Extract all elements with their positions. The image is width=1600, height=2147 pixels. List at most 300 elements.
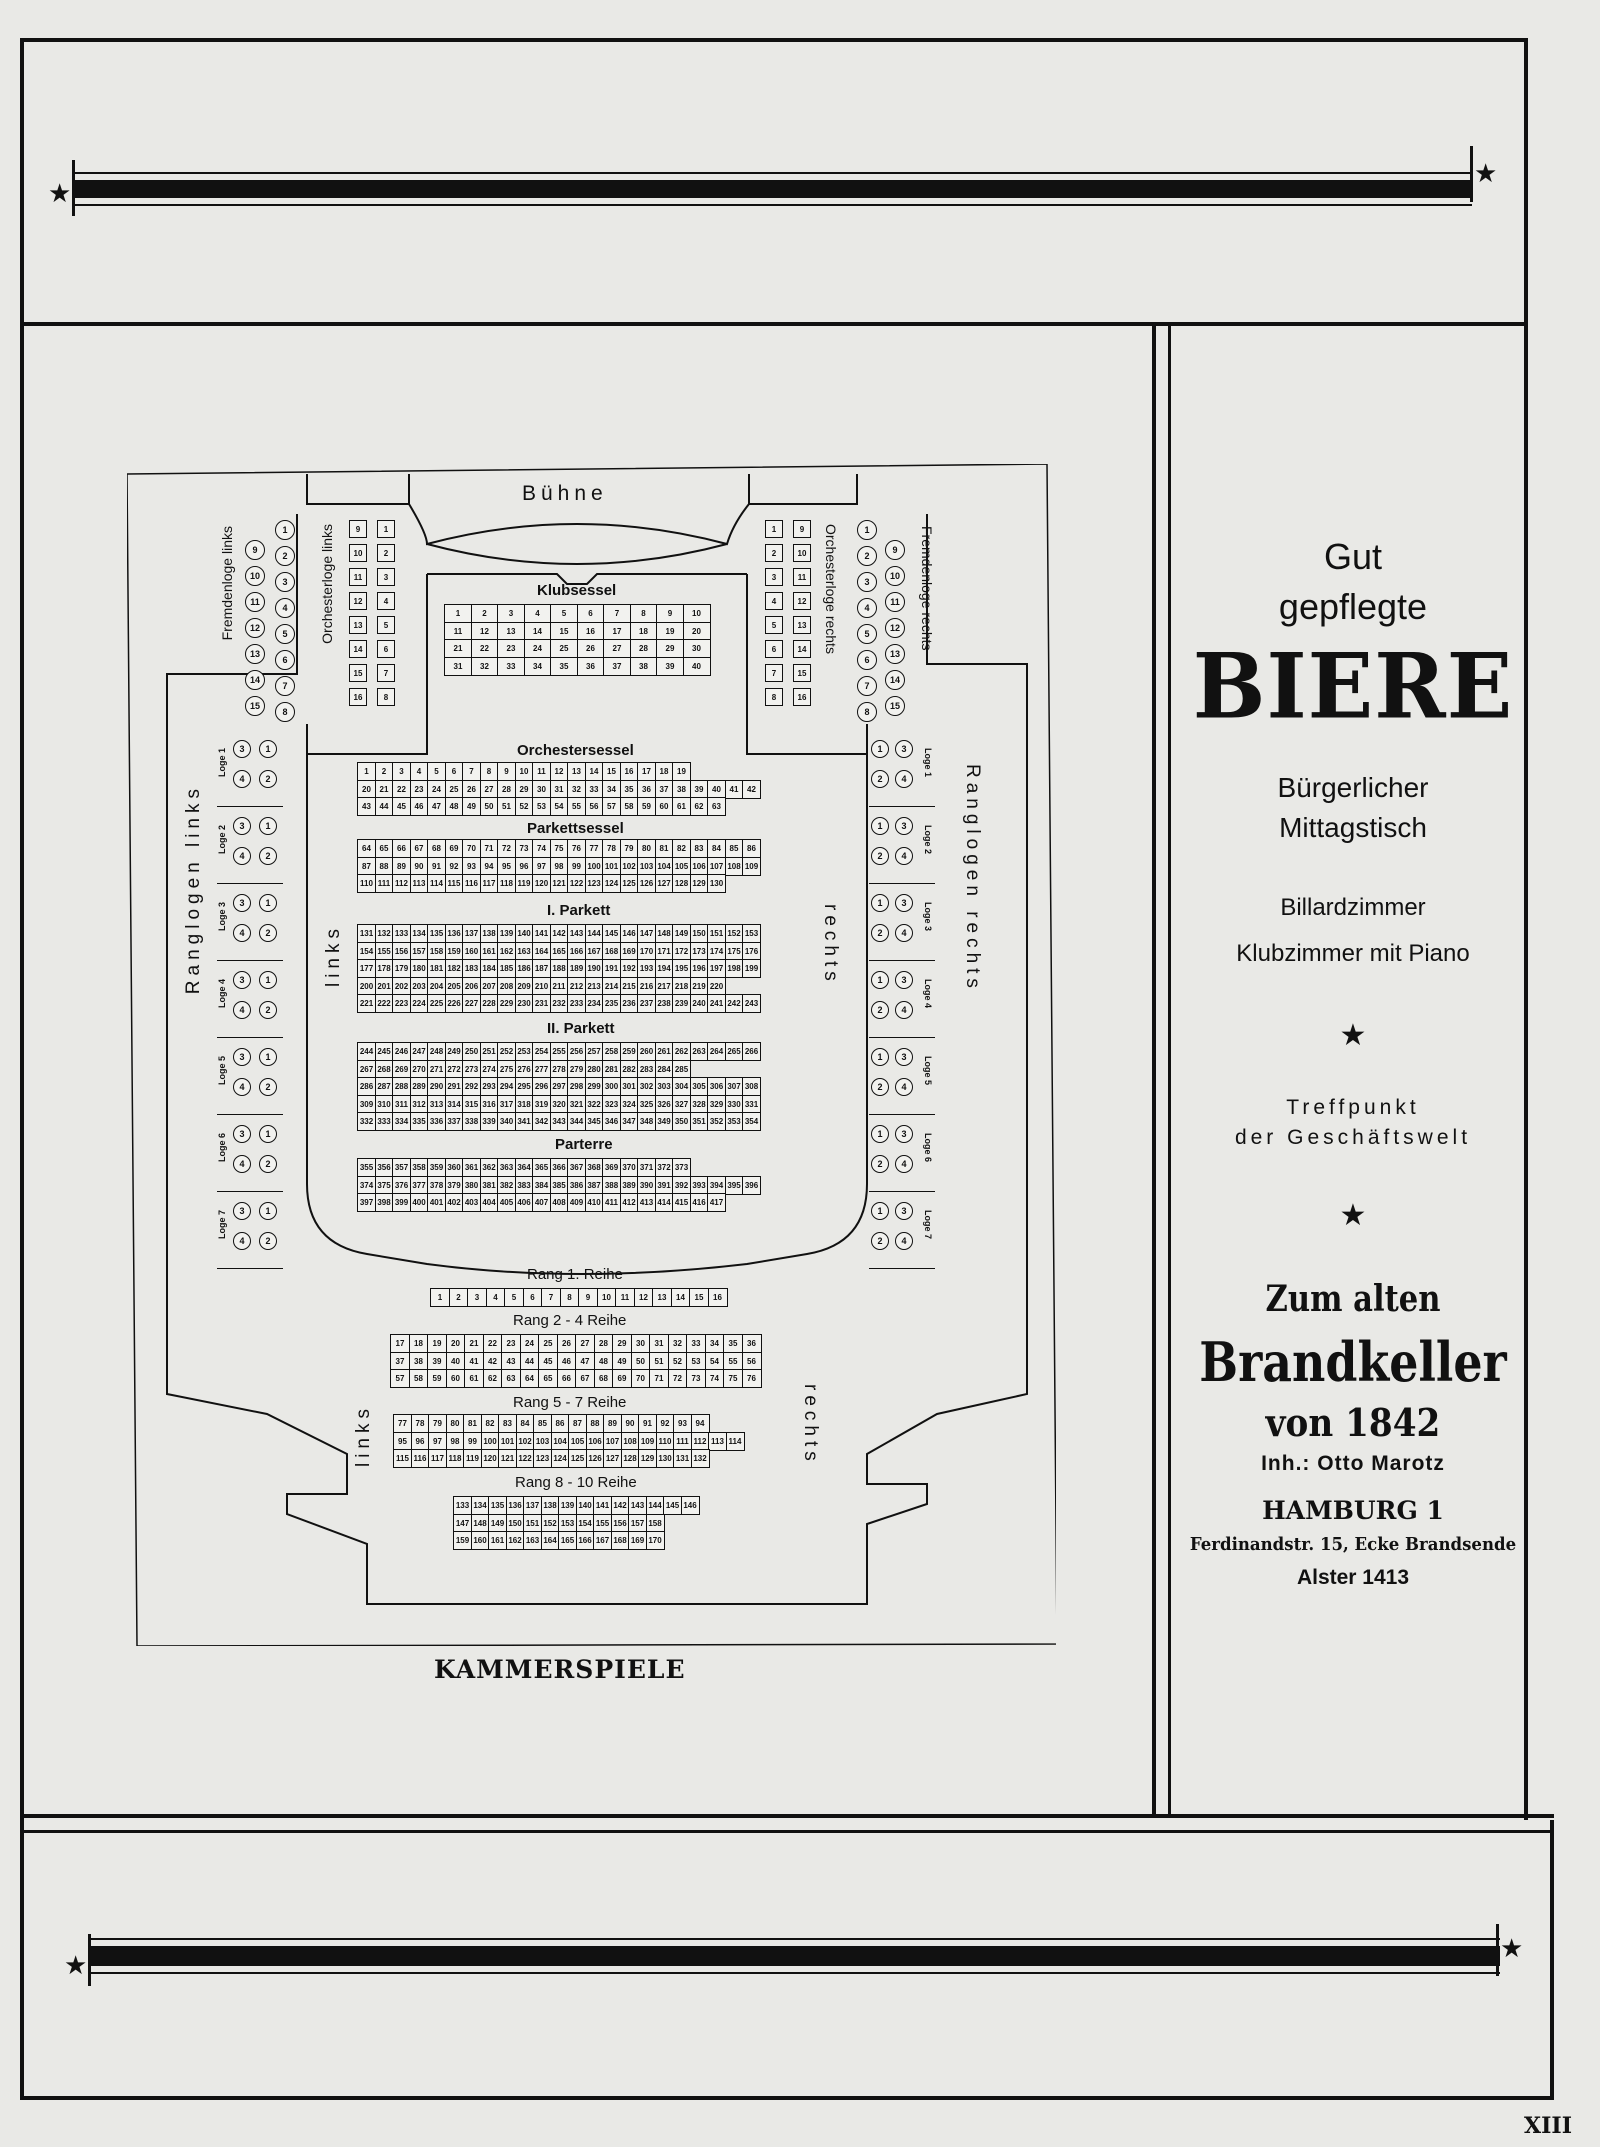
- seat: 69: [445, 839, 464, 858]
- seat: 289: [410, 1077, 429, 1096]
- seat: 326: [655, 1095, 674, 1114]
- seat: 113: [410, 874, 429, 893]
- loge-seat: 3: [233, 971, 251, 989]
- seat: 265: [725, 1042, 744, 1061]
- seat: 123: [585, 874, 604, 893]
- seat: 53: [686, 1352, 706, 1371]
- ranglogen-box: [217, 1196, 283, 1269]
- seat: 373: [672, 1158, 691, 1177]
- seat: 226: [445, 994, 464, 1013]
- seat: 16: [620, 762, 639, 781]
- seat-row: [357, 874, 760, 893]
- rang8-block: [453, 1496, 698, 1549]
- seat: 203: [410, 977, 429, 996]
- seat: 312: [410, 1095, 429, 1114]
- ad-owner: Inh.: Otto Marotz: [1261, 1452, 1445, 1475]
- seat: 112: [691, 1432, 710, 1451]
- label-orchesterloge-rechts: Orchesterloge rechts: [823, 524, 839, 654]
- seat: 116: [462, 874, 481, 893]
- loge-seat-column: [259, 1048, 277, 1108]
- seat: 142: [550, 924, 569, 943]
- seat: 202: [392, 977, 411, 996]
- seat: 380: [462, 1176, 481, 1195]
- seat: 100: [585, 857, 604, 876]
- seat: 261: [655, 1042, 674, 1061]
- seat: 389: [620, 1176, 639, 1195]
- seat: 31: [444, 657, 472, 676]
- outer-frame-top: [20, 38, 1528, 42]
- ad-line-gut: Gut: [1323, 536, 1383, 577]
- seat: 183: [462, 959, 481, 978]
- seat: 34: [524, 657, 552, 676]
- seat: 415: [672, 1193, 691, 1212]
- loge-seat-column: [871, 971, 889, 1031]
- label-parkett-links: links: [323, 924, 344, 988]
- seat: 270: [410, 1060, 429, 1079]
- seat: 24: [427, 780, 446, 799]
- loge-seat: 12: [793, 592, 811, 610]
- seat: 239: [672, 994, 691, 1013]
- loge-seat: 1: [259, 1202, 277, 1220]
- seat: 19: [656, 622, 684, 641]
- seat: 334: [392, 1112, 411, 1131]
- seat: 240: [690, 994, 709, 1013]
- seat: 267: [357, 1060, 376, 1079]
- seat-row: [357, 1060, 760, 1079]
- loge-seat: 1: [871, 971, 889, 989]
- banner-end: [1470, 146, 1473, 202]
- loge-seat: 3: [233, 1125, 251, 1143]
- seat: 109: [638, 1432, 657, 1451]
- loge-label: Loge 5: [217, 1056, 227, 1086]
- section-divider: [20, 1814, 1554, 1818]
- seat-row: [357, 977, 760, 996]
- seat: 152: [725, 924, 744, 943]
- seat: 11: [444, 622, 472, 641]
- seat: 41: [725, 780, 744, 799]
- seat: 154: [576, 1514, 595, 1533]
- seat: 39: [690, 780, 709, 799]
- seat: 85: [725, 839, 744, 858]
- seat: 352: [707, 1112, 726, 1131]
- seat: 256: [567, 1042, 586, 1061]
- seat: 129: [690, 874, 709, 893]
- seat: 151: [707, 924, 726, 943]
- loge-seat: 2: [275, 546, 295, 566]
- ad-phone: Alster 1413: [1296, 1566, 1410, 1589]
- seat: 7: [603, 604, 631, 623]
- seat: 243: [742, 994, 761, 1013]
- seat: 172: [672, 942, 691, 961]
- outer-frame-right-lower: [1550, 1820, 1554, 2100]
- seat: 106: [586, 1432, 605, 1451]
- label-fremdenloge-links: Fremdenloge links: [219, 526, 235, 641]
- seat: 192: [620, 959, 639, 978]
- seat: 347: [620, 1112, 639, 1131]
- loge-label: Loge 1: [923, 748, 933, 778]
- loge-seat: 2: [259, 924, 277, 942]
- loge-label: Loge 3: [923, 902, 933, 932]
- seat: 93: [462, 857, 481, 876]
- loge-seat: 14: [885, 670, 905, 690]
- seat: 329: [707, 1095, 726, 1114]
- ranglogen-box: [869, 811, 935, 884]
- star-icon: ★: [1474, 159, 1498, 189]
- seat: 1: [430, 1288, 450, 1307]
- seat: 309: [357, 1095, 376, 1114]
- seat: 275: [497, 1060, 516, 1079]
- ad-tagline-2: der Geschäftswelt: [1234, 1126, 1472, 1149]
- seat: 75: [550, 839, 569, 858]
- seat: 40: [446, 1352, 466, 1371]
- seat: 55: [723, 1352, 743, 1371]
- ranglogen-box: [217, 811, 283, 884]
- seat: 30: [532, 780, 551, 799]
- loge-seat-column: [871, 1125, 889, 1185]
- seat: 22: [483, 1334, 503, 1353]
- loge-seat-column: [233, 1125, 251, 1185]
- seat: 396: [742, 1176, 761, 1195]
- seat: 118: [446, 1449, 465, 1468]
- seat: 314: [445, 1095, 464, 1114]
- seat: 100: [481, 1432, 500, 1451]
- seat: 248: [427, 1042, 446, 1061]
- seat: 6: [523, 1288, 543, 1307]
- seat: 69: [612, 1369, 632, 1388]
- loge-seat: 9: [793, 520, 811, 538]
- seat: 146: [620, 924, 639, 943]
- seat: 281: [602, 1060, 621, 1079]
- seat-row: [453, 1496, 698, 1515]
- seat: 344: [567, 1112, 586, 1131]
- orchester-block: [357, 762, 760, 815]
- seat: 196: [690, 959, 709, 978]
- seat: 136: [506, 1496, 525, 1515]
- seat: 32: [567, 780, 586, 799]
- seat: 137: [523, 1496, 542, 1515]
- seat: 98: [550, 857, 569, 876]
- banner-end: [72, 160, 75, 216]
- loge-seat: 1: [259, 817, 277, 835]
- seat: 341: [515, 1112, 534, 1131]
- loge-seat: 4: [857, 598, 877, 618]
- ranglogen-box: [217, 965, 283, 1038]
- loge-seat-column: [233, 740, 251, 800]
- seat: 93: [673, 1414, 692, 1433]
- seat: 75: [723, 1369, 743, 1388]
- loge-seat: 13: [349, 616, 367, 634]
- seat: 141: [593, 1496, 612, 1515]
- seat: 191: [602, 959, 621, 978]
- seat: 23: [501, 1334, 521, 1353]
- seat: 29: [515, 780, 534, 799]
- seat: 327: [672, 1095, 691, 1114]
- fremdenloge-rechts-seats: [885, 540, 905, 722]
- seat-row: [390, 1334, 760, 1353]
- seat: 107: [707, 857, 726, 876]
- seat: 332: [357, 1112, 376, 1131]
- seat: 7: [462, 762, 481, 781]
- seat: 286: [357, 1077, 376, 1096]
- seat: 194: [655, 959, 674, 978]
- seat: 27: [480, 780, 499, 799]
- loge-seat: 2: [765, 544, 783, 562]
- loge-seat: 1: [871, 817, 889, 835]
- seat: 358: [410, 1158, 429, 1177]
- loge-seat: 4: [233, 847, 251, 865]
- seat: 301: [620, 1077, 639, 1096]
- seat: 185: [497, 959, 516, 978]
- seat: 53: [532, 797, 551, 816]
- loge-label: Loge 4: [217, 979, 227, 1009]
- seat: 390: [637, 1176, 656, 1195]
- seat: 140: [515, 924, 534, 943]
- seat: 325: [637, 1095, 656, 1114]
- loge-label: Loge 2: [923, 825, 933, 855]
- loge-seat-column: [871, 894, 889, 954]
- loge-seat: 1: [871, 1125, 889, 1143]
- seat: 167: [593, 1531, 612, 1550]
- seat: 67: [410, 839, 429, 858]
- seat: 45: [392, 797, 411, 816]
- seat: 119: [515, 874, 534, 893]
- page-number: XIII: [1524, 2113, 1572, 2139]
- seat: 413: [637, 1193, 656, 1212]
- ranglogen-box: [869, 888, 935, 961]
- seat: 130: [707, 874, 726, 893]
- seat: 127: [655, 874, 674, 893]
- seat: 94: [480, 857, 499, 876]
- seat: 222: [375, 994, 394, 1013]
- seat: 395: [725, 1176, 744, 1195]
- seat: 251: [480, 1042, 499, 1061]
- seat: 290: [427, 1077, 446, 1096]
- orchesterloge-rechts-seats: [793, 520, 811, 712]
- seat: 277: [532, 1060, 551, 1079]
- seat-row: [390, 1352, 760, 1371]
- loge-seat: 3: [895, 894, 913, 912]
- seat: 86: [551, 1414, 570, 1433]
- seat: 125: [620, 874, 639, 893]
- seat: 18: [655, 762, 674, 781]
- ad-feature-klubzimmer: Klubzimmer mit Piano: [1236, 940, 1470, 967]
- seat: 391: [655, 1176, 674, 1195]
- seat: 85: [533, 1414, 552, 1433]
- seat: 201: [375, 977, 394, 996]
- ad-address: Ferdinandstr. 15, Ecke Brandsende: [1189, 1534, 1517, 1555]
- seat: 324: [620, 1095, 639, 1114]
- seat: 49: [612, 1352, 632, 1371]
- seat: 145: [602, 924, 621, 943]
- seat: 21: [444, 639, 472, 658]
- seat: 318: [515, 1095, 534, 1114]
- seat: 11: [532, 762, 551, 781]
- seat: 66: [557, 1369, 577, 1388]
- seat-row: [357, 797, 760, 816]
- seat: 125: [568, 1449, 587, 1468]
- seat: 47: [427, 797, 446, 816]
- seat: 25: [550, 639, 578, 658]
- seat: 208: [497, 977, 516, 996]
- label-parkett-rechts: rechts: [820, 904, 841, 986]
- seat: 399: [392, 1193, 411, 1212]
- loge-label: Loge 6: [217, 1133, 227, 1163]
- seat: 357: [392, 1158, 411, 1177]
- seat: 144: [585, 924, 604, 943]
- seat: 21: [375, 780, 394, 799]
- seat: 407: [532, 1193, 551, 1212]
- seat: 212: [567, 977, 586, 996]
- seat: 15: [550, 622, 578, 641]
- seat: 18: [630, 622, 658, 641]
- seat: 345: [585, 1112, 604, 1131]
- seat: 115: [445, 874, 464, 893]
- seat: 132: [691, 1449, 710, 1468]
- seat: 241: [707, 994, 726, 1013]
- seat: 105: [672, 857, 691, 876]
- seat: 48: [594, 1352, 614, 1371]
- seat: 269: [392, 1060, 411, 1079]
- loge-seat: 5: [857, 624, 877, 644]
- loge-seat: 3: [857, 572, 877, 592]
- banner-end: [88, 1934, 91, 1986]
- loge-label: Loge 4: [923, 979, 933, 1009]
- seat: 387: [585, 1176, 604, 1195]
- seat: 381: [480, 1176, 499, 1195]
- seat: 385: [550, 1176, 569, 1195]
- seat: 175: [725, 942, 744, 961]
- seat: 95: [393, 1432, 412, 1451]
- seat: 37: [390, 1352, 410, 1371]
- loge-seat: 1: [871, 894, 889, 912]
- seat: 10: [515, 762, 534, 781]
- seat: 306: [707, 1077, 726, 1096]
- seat: 41: [464, 1352, 484, 1371]
- loge-seat: 4: [233, 1078, 251, 1096]
- loge-seat-column: [871, 1048, 889, 1108]
- seat: 6: [445, 762, 464, 781]
- seat: 117: [480, 874, 499, 893]
- ranglogen-box: [217, 1119, 283, 1192]
- seat: 147: [637, 924, 656, 943]
- seat: 72: [668, 1369, 688, 1388]
- seat: 411: [602, 1193, 621, 1212]
- loge-seat: 9: [245, 540, 265, 560]
- seat: 132: [375, 924, 394, 943]
- seat: 82: [672, 839, 691, 858]
- seat: 31: [550, 780, 569, 799]
- loge-seat: 3: [233, 1202, 251, 1220]
- seat: 280: [585, 1060, 604, 1079]
- seat: 148: [471, 1514, 490, 1533]
- seat: 405: [497, 1193, 516, 1212]
- seat: 305: [690, 1077, 709, 1096]
- seat: 103: [637, 857, 656, 876]
- seat: 160: [462, 942, 481, 961]
- seat: 95: [497, 857, 516, 876]
- ranglogen-box: [217, 888, 283, 961]
- ad-headline: BIERE: [1192, 633, 1514, 740]
- seat: 30: [683, 639, 711, 658]
- loge-seat-column: [895, 1202, 913, 1262]
- seat: 59: [427, 1369, 447, 1388]
- loge-seat: 1: [259, 894, 277, 912]
- seat: 7: [541, 1288, 561, 1307]
- seat: 28: [497, 780, 516, 799]
- seat: 273: [462, 1060, 481, 1079]
- seat: 50: [631, 1352, 651, 1371]
- seat: 51: [497, 797, 516, 816]
- loge-seat: 2: [377, 544, 395, 562]
- seat: 114: [427, 874, 446, 893]
- seat: 403: [462, 1193, 481, 1212]
- seat: 237: [637, 994, 656, 1013]
- seat: 316: [480, 1095, 499, 1114]
- seat: 144: [646, 1496, 665, 1515]
- seat: 27: [575, 1334, 595, 1353]
- loge-seat: 13: [245, 644, 265, 664]
- seat: 302: [637, 1077, 656, 1096]
- seat: 139: [497, 924, 516, 943]
- seat: 87: [568, 1414, 587, 1433]
- loge-seat: 15: [885, 696, 905, 716]
- seat: 44: [375, 797, 394, 816]
- seat: 311: [392, 1095, 411, 1114]
- seat: 155: [593, 1514, 612, 1533]
- seat: 382: [497, 1176, 516, 1195]
- seat: 147: [453, 1514, 472, 1533]
- seat: 111: [673, 1432, 692, 1451]
- seat: 276: [515, 1060, 534, 1079]
- seat: 42: [742, 780, 761, 799]
- seat: 28: [630, 639, 658, 658]
- seat: 140: [576, 1496, 595, 1515]
- seat: 295: [515, 1077, 534, 1096]
- seat: 158: [646, 1514, 665, 1533]
- seat: 250: [462, 1042, 481, 1061]
- orchesterloge-links-seats: [377, 520, 395, 712]
- seat: 83: [690, 839, 709, 858]
- loge-label: Loge 2: [217, 825, 227, 855]
- seat: 16: [708, 1288, 728, 1307]
- outer-frame-left: [20, 40, 24, 2100]
- seat: 218: [672, 977, 691, 996]
- seat: 160: [471, 1531, 490, 1550]
- seat: 342: [532, 1112, 551, 1131]
- seat: 137: [462, 924, 481, 943]
- seat: 142: [611, 1496, 630, 1515]
- seat: 397: [357, 1193, 376, 1212]
- seat: 162: [497, 942, 516, 961]
- seat: 180: [410, 959, 429, 978]
- seat: 394: [707, 1176, 726, 1195]
- seat-row: [357, 857, 760, 876]
- seat: 356: [375, 1158, 394, 1177]
- seat: 210: [532, 977, 551, 996]
- seat: 8: [560, 1288, 580, 1307]
- outer-frame-bottom: [20, 2096, 1554, 2100]
- seat: 199: [742, 959, 761, 978]
- seat: 50: [480, 797, 499, 816]
- loge-seat: 10: [793, 544, 811, 562]
- seat: 364: [515, 1158, 534, 1177]
- seat: 1: [444, 604, 472, 623]
- seat: 346: [602, 1112, 621, 1131]
- seat: 225: [427, 994, 446, 1013]
- rang2-block: [390, 1334, 760, 1387]
- seat: 320: [550, 1095, 569, 1114]
- seat: 215: [620, 977, 639, 996]
